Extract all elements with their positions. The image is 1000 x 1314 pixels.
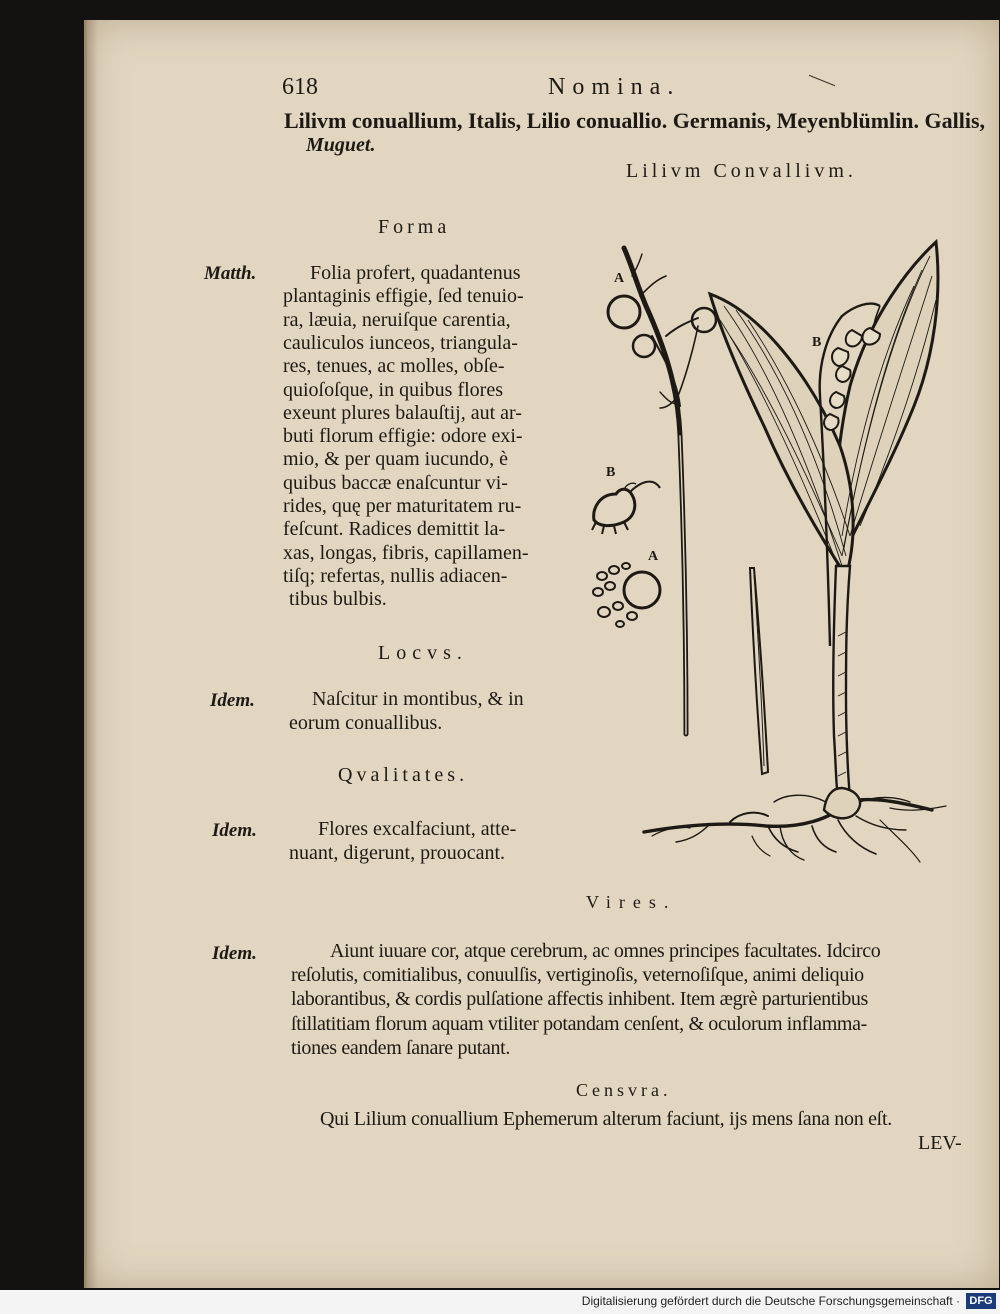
figure-label-b-plant: B <box>812 335 822 350</box>
source-vires: Idem. <box>212 943 257 964</box>
forma-line: rides, quę per maturitatem ru- <box>283 495 522 517</box>
source-locus: Idem. <box>210 690 255 711</box>
forma-line: cauliculos iunceos, triangula- <box>283 331 518 354</box>
forma-line: xas, longas, fibris, capillamen- <box>283 541 529 564</box>
locus-line-1: Naſcitur in montibus, & in <box>312 688 524 710</box>
footer-bar <box>0 1290 1000 1314</box>
vires-line: tiones eandem ſanare putant. <box>291 1036 510 1059</box>
figure-label-b-flower: B <box>606 465 616 480</box>
page-number: 618 <box>282 74 318 100</box>
forma-line: tiſq; refertas, nullis adiacen- <box>283 564 508 587</box>
censura-text: Qui Lilium conuallium Ephemerum alterum faciunt, ijs mens ſana non eſt. <box>320 1108 892 1130</box>
vires-line: reſolutis, comitialibus, conuulſis, vertiginoſis, veternoſiſque, animi deliquio <box>291 964 864 987</box>
heading-forma: Forma <box>378 216 451 238</box>
forma-line: res, tenues, ac molles, obſe- <box>283 355 505 378</box>
forma-line: ra, læuia, neruiſque carentia, <box>283 308 511 331</box>
vires-line: ſtillatitiam florum aquam vtiliter potandam cenſent, & oculorum inflamma- <box>291 1012 867 1035</box>
forma-line: plantaginis effigie, ſed tenuio- <box>283 285 524 308</box>
forma-line: quibus baccæ enaſcuntur vi- <box>283 471 508 494</box>
source-qualitates: Idem. <box>212 820 257 841</box>
forma-line: exeunt plures balauſtij, aut ar- <box>283 401 522 424</box>
source-forma: Matth. <box>204 263 257 284</box>
forma-line: Folia profert, quadantenus <box>310 262 521 284</box>
qualitates-line-1: Flores excalfaciunt, atte- <box>318 818 517 840</box>
forma-line: feſcunt. Radices demittit la- <box>283 518 506 541</box>
page-gutter <box>84 20 98 1288</box>
vires-line: Aiunt iuuare cor, atque cerebrum, ac omnes principes facultates. Idcirco <box>330 940 881 962</box>
names-line-2: Muguet. <box>306 134 376 156</box>
names-line-1: Lilivm conuallium, Italis, Lilio conuallio. Germanis, Meyenblümlin. Gallis, <box>284 108 986 133</box>
figure-label-a-berries: A <box>648 549 659 564</box>
footer-credit: Digitalisierung gefördert durch die Deutsche Forschungsgemeinschaft · <box>581 1294 960 1308</box>
catchword: LEV- <box>918 1132 962 1154</box>
forma-line: quioſoſque, in quibus flores <box>283 378 503 401</box>
dfg-logo: DFG <box>966 1293 996 1309</box>
forma-line: mio, & per quam iucundo, è <box>283 448 508 471</box>
forma-line: tibus bulbis. <box>289 588 387 611</box>
locus-line-2: eorum conuallibus. <box>289 712 443 734</box>
heading-censura: Censvra. <box>576 1080 672 1100</box>
forma-line: buti florum effigie: odore exi- <box>283 425 523 448</box>
figure-caption: Lilivm Convallivm. <box>626 160 857 182</box>
heading-qualitates: Qvalitates. <box>338 764 469 786</box>
vires-line: laborantibus, & cordis pulſatione affectis inhibent. Item ægrè parturientibus <box>291 988 868 1011</box>
heading-vires: Vires. <box>586 892 677 912</box>
figure-label-a-top: A <box>614 271 625 286</box>
heading-locus: Locvs. <box>378 642 468 664</box>
lily-of-the-valley-woodcut <box>580 236 960 876</box>
running-title: Nomina. <box>548 74 681 100</box>
qualitates-line-2: nuant, digerunt, prouocant. <box>289 842 506 864</box>
